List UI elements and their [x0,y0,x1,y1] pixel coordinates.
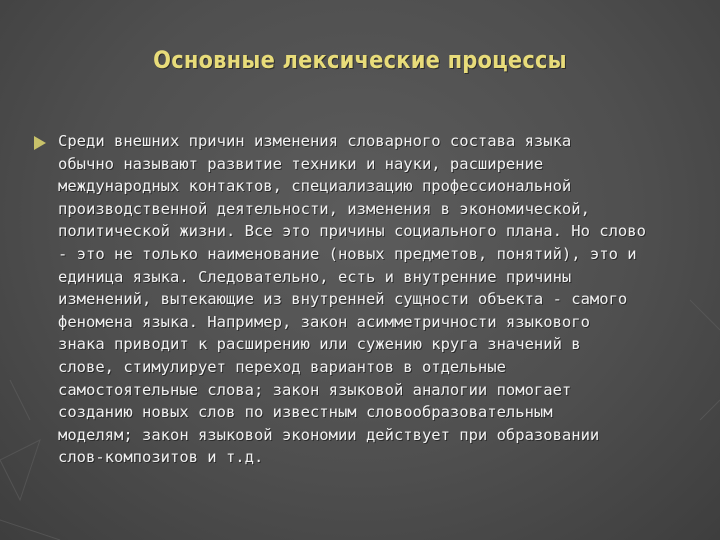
text-line: моделям; закон языковой экономии действует при образовании [58,425,600,444]
text-line: феномена языка. Например, закон асимметричности языкового [58,312,590,331]
text-line: обычно называют развитие техники и науки, расширение [58,154,544,173]
text-line: самостоятельные слова; закон языковой аналогии помогает [58,380,572,399]
text-line: изменений, вытекающие из внутренней сущности объекта - самого [58,290,628,309]
text-line: политической жизни. Все это причины социального плана. Но слово [58,222,646,241]
slide-title: Основные лексические процессы [153,46,567,74]
text-line: производственной деятельности, изменения в экономической, [58,199,590,218]
triangle-bullet-icon [34,136,46,150]
text-line: Среди внешних причин изменения словарного состава языка [58,132,572,150]
text-line: международных контактов, специализацию профессиональной [58,177,572,196]
text-line: слове, стимулирует переход вариантов в отдельные [58,357,506,376]
text-line: единица языка. Следовательно, есть и внутренние причины [58,267,572,286]
text-line: - это не только наименование (новых предметов, понятий), это и [58,244,637,263]
text-line: созданию новых слов по известным словообразовательным [58,403,553,422]
text-line: слов-композитов и т.д. [58,448,264,467]
bullet-text [58,130,690,469]
text-line: знака приводит к расширению или сужению круга значений в [58,335,581,354]
